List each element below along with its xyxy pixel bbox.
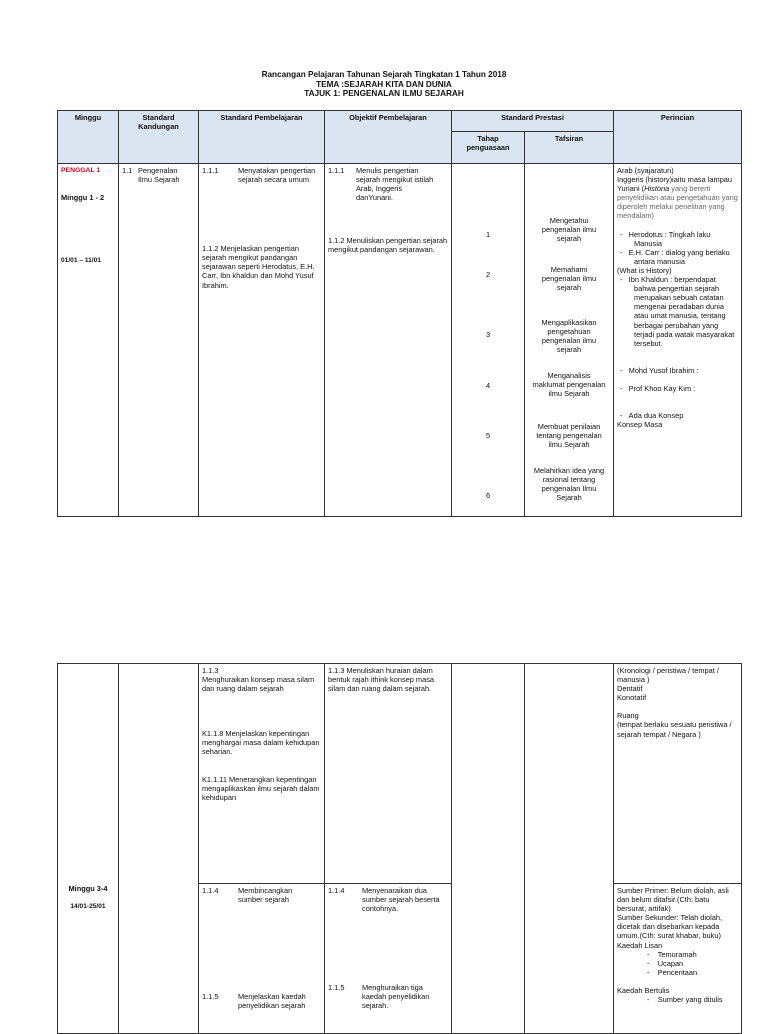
- header-tafsiran: Tafsiran: [525, 132, 614, 164]
- document-title: Rancangan Pelajaran Tahunan Sejarah Tingkatan 1 Tahun 2018: [261, 70, 507, 79]
- document-theme: TEMA :SEJARAH KITA DAN DUNIA: [316, 80, 452, 89]
- tahap-cell-2: [452, 664, 525, 1034]
- perincian-ruang-desc: (tempat berlaku sesuatu peristiwa / sejarah tempat / Negara ): [617, 720, 732, 739]
- penggal-label: PENGGAL 1: [61, 167, 101, 174]
- kandungan-text: Pengenalan Ilmu Sejarah: [138, 166, 180, 185]
- perincian-sumber-primer: Sumber Primer: Belum diolah, asli dan belum ditafsir.(Cth: batu bersurat, artifak): [617, 886, 729, 914]
- kandungan-cell-2: [119, 664, 199, 1034]
- tarikh-label-2: 14/01-25/01: [70, 903, 106, 911]
- op-113-text: 1.1.3 Menuliskan huraian dalam bentuk rajah ithink konsep masa silam dan ruang dalam sejarah.: [328, 666, 434, 694]
- lisan-item: - Penceritaan: [647, 967, 698, 977]
- header-standard-kandungan: Standard Kandungan: [119, 111, 199, 164]
- perincian-what-is-history: (What is History): [617, 265, 672, 275]
- tafsiran-2: Memahami pengenalan ilmu sejarah: [541, 265, 597, 293]
- sp-1-text: Menyatakan pengertian sejarah secara umum: [238, 166, 316, 185]
- perincian-cell-2a: [614, 664, 742, 884]
- op-114-text: Menyenaraikan dua sumber sejarah beserta contohnya.: [362, 886, 440, 914]
- tahap-6: 6: [485, 491, 491, 500]
- sp-k1111-text: K1.1.11 Menerangkan kepentingan mengaplikaskan ilmu sejarah dalam kehidupan: [202, 774, 320, 802]
- sp-2-text: 1.1.2 Menjelaskan pengertian sejarah mengikut pandangan sejarawan seperti Herodatus, E.H. Carr, Ibn khaldun dan Mohd Yusuf Ibrahim.: [202, 244, 315, 290]
- sp-115-text: Menjelaskan kaedah penyelidikan sejarah: [238, 992, 306, 1011]
- perincian-ibn-khaldun: - Ibn Khaldun : berpendapat bahwa pengertian sejarah merupakan sebuah catatan mengenai peradaban dunia atau umat manusia, tentang berbagai perubahan yang terjadi pada watak masyarakat tersebut.: [620, 275, 735, 348]
- perincian-khoo: - Prof Khoo Kay Kim :: [620, 383, 696, 393]
- op-1-text: Menulis pengertian sejarah mengikut istilah Arab, Inggeris danYunani.: [356, 166, 434, 203]
- perincian-yusof: - Mohd Yusof Ibrahim :: [620, 365, 699, 375]
- lisan-item: - Temuramah: [647, 949, 697, 959]
- objektif-cell-2b: [325, 884, 452, 1034]
- tahap-4: 4: [485, 381, 491, 390]
- perincian-cell-2b: [614, 884, 742, 1034]
- header-standard-prestasi: Standard Prestasi: [452, 111, 614, 132]
- perincian-kaedah-lisan: Kaedah Lisan: [617, 940, 663, 950]
- bertulis-item: - Sumber yang ditulis: [647, 995, 723, 1005]
- sp-113-text: Menghuraikan konsep masa silam dan ruang dalam sejarah: [202, 675, 315, 694]
- sp-114-number: 1.1.4: [202, 886, 219, 895]
- objektif-cell-2a: [325, 664, 452, 884]
- perincian-kronologi: (Kronologi / peristiwa / tempat / manusia ): [617, 666, 719, 685]
- perincian-kaedah-bertulis: Kaedah Bertulis: [617, 985, 670, 995]
- tafsiran-4: Menganalisis maklumat pengenalan ilmu Sejarah: [532, 371, 606, 399]
- minggu-cell: [58, 164, 119, 517]
- lesson-plan-table-page-1: [57, 110, 742, 517]
- kandungan-cell: [119, 164, 199, 517]
- tahap-cell: [452, 164, 525, 517]
- tafsiran-1: Mengetahui pengenalan ilmu sejarah: [541, 216, 597, 244]
- op-115-text: Menghuraikan tiga kaedah penyelidikan sejarah.: [362, 983, 430, 1011]
- minggu-label-2: Minggu 3-4: [68, 884, 108, 893]
- perincian-cell: [614, 164, 742, 517]
- pembelajaran-cell-2b: [199, 884, 325, 1034]
- perincian-ruang: Ruang: [617, 711, 639, 721]
- perincian-konsep-masa: Konsep Masa: [617, 420, 663, 430]
- lesson-plan-table-page-2: [57, 663, 742, 1034]
- perincian-carr: - E.H. Carr : dialog yang berlaku antara manusia: [620, 247, 730, 266]
- header-perincian: Perincian: [614, 111, 742, 164]
- lisan-item: - Ucapan: [647, 958, 684, 968]
- header-objektif-pembelajaran: Objektif Pembelajaran: [325, 111, 452, 164]
- sp-115-number: 1.1.5: [202, 992, 219, 1002]
- pembelajaran-cell-2a: [199, 664, 325, 884]
- tafsiran-3: Mengaplikasikan pengetahuan pengenalan ilmu sejarah: [541, 318, 597, 355]
- objektif-cell: [325, 164, 452, 517]
- header-minggu: Minggu: [58, 111, 119, 164]
- minggu-cell-2: [58, 664, 119, 1034]
- sp-k118-text: K1.1.8 Menjelaskan kepentingan menghargai masa dalam kehidupan seharian.: [202, 729, 320, 757]
- perincian-ada-dua: - Ada dua Konsep: [620, 410, 684, 420]
- perincian-herodotus: - Herodotus : Tingkah laku Manusia: [620, 229, 711, 248]
- tahap-2: 2: [485, 270, 491, 279]
- header-tahap-penguasaan: Tahap penguasaan: [452, 132, 525, 164]
- sp-113-number: 1.1.3: [202, 666, 219, 675]
- tahap-3: 3: [485, 330, 491, 339]
- pembelajaran-cell: [199, 164, 325, 517]
- tafsiran-6: Melahirkan idea yang rasional tentang pengenalan Ilmu Sejarah: [533, 466, 605, 503]
- tafsiran-cell-2: [525, 664, 614, 1034]
- op-115-number: 1.1.5: [328, 983, 345, 993]
- tahap-5: 5: [485, 431, 491, 440]
- document-topic: TAJUK 1: PENGENALAN ILMU SEJARAH: [304, 89, 464, 98]
- perincian-dentatif: Dentatif: [617, 684, 643, 694]
- tafsiran-cell: [525, 164, 614, 517]
- minggu-label: Minggu 1 - 2: [61, 193, 105, 203]
- perincian-yunani: Yunani (Historia yang bererti penyelidikan atau pengetahuan yang diperoleh melalui penelitian yang mendalam): [617, 184, 738, 221]
- perincian-arab: Arab (syajaratun): [617, 166, 674, 175]
- tahap-1: 1: [485, 230, 491, 239]
- op-2-text: 1.1.2 Menuliskan pengertian sejarah mengikut pandangan sejarawan.: [328, 236, 448, 255]
- perincian-inggeris: Inggeris (history)iaitu masa lampau: [617, 175, 733, 185]
- tafsiran-5: Membuat penilaian tentang pengenalan ilmu Sejarah: [536, 422, 602, 450]
- sp-1-number: 1.1.1: [202, 166, 219, 175]
- sp-114-text: Membincangkan sumber sejarah: [238, 886, 293, 905]
- header-standard-pembelajaran: Standard Pembelajaran: [199, 111, 325, 164]
- op-114-number: 1.1.4: [328, 886, 345, 895]
- tarikh-label: 01/01 – 11/01: [61, 257, 101, 265]
- kandungan-number: 1.1: [122, 166, 133, 175]
- perincian-konotatif: Konotatif: [617, 693, 647, 703]
- op-1-number: 1.1.1: [328, 166, 345, 175]
- perincian-sumber-sekunder: Sumber Sekunder: Telah diolah, dicetak dan disebarkan kepada umum.(Cth: surat khabar, buku): [617, 913, 723, 941]
